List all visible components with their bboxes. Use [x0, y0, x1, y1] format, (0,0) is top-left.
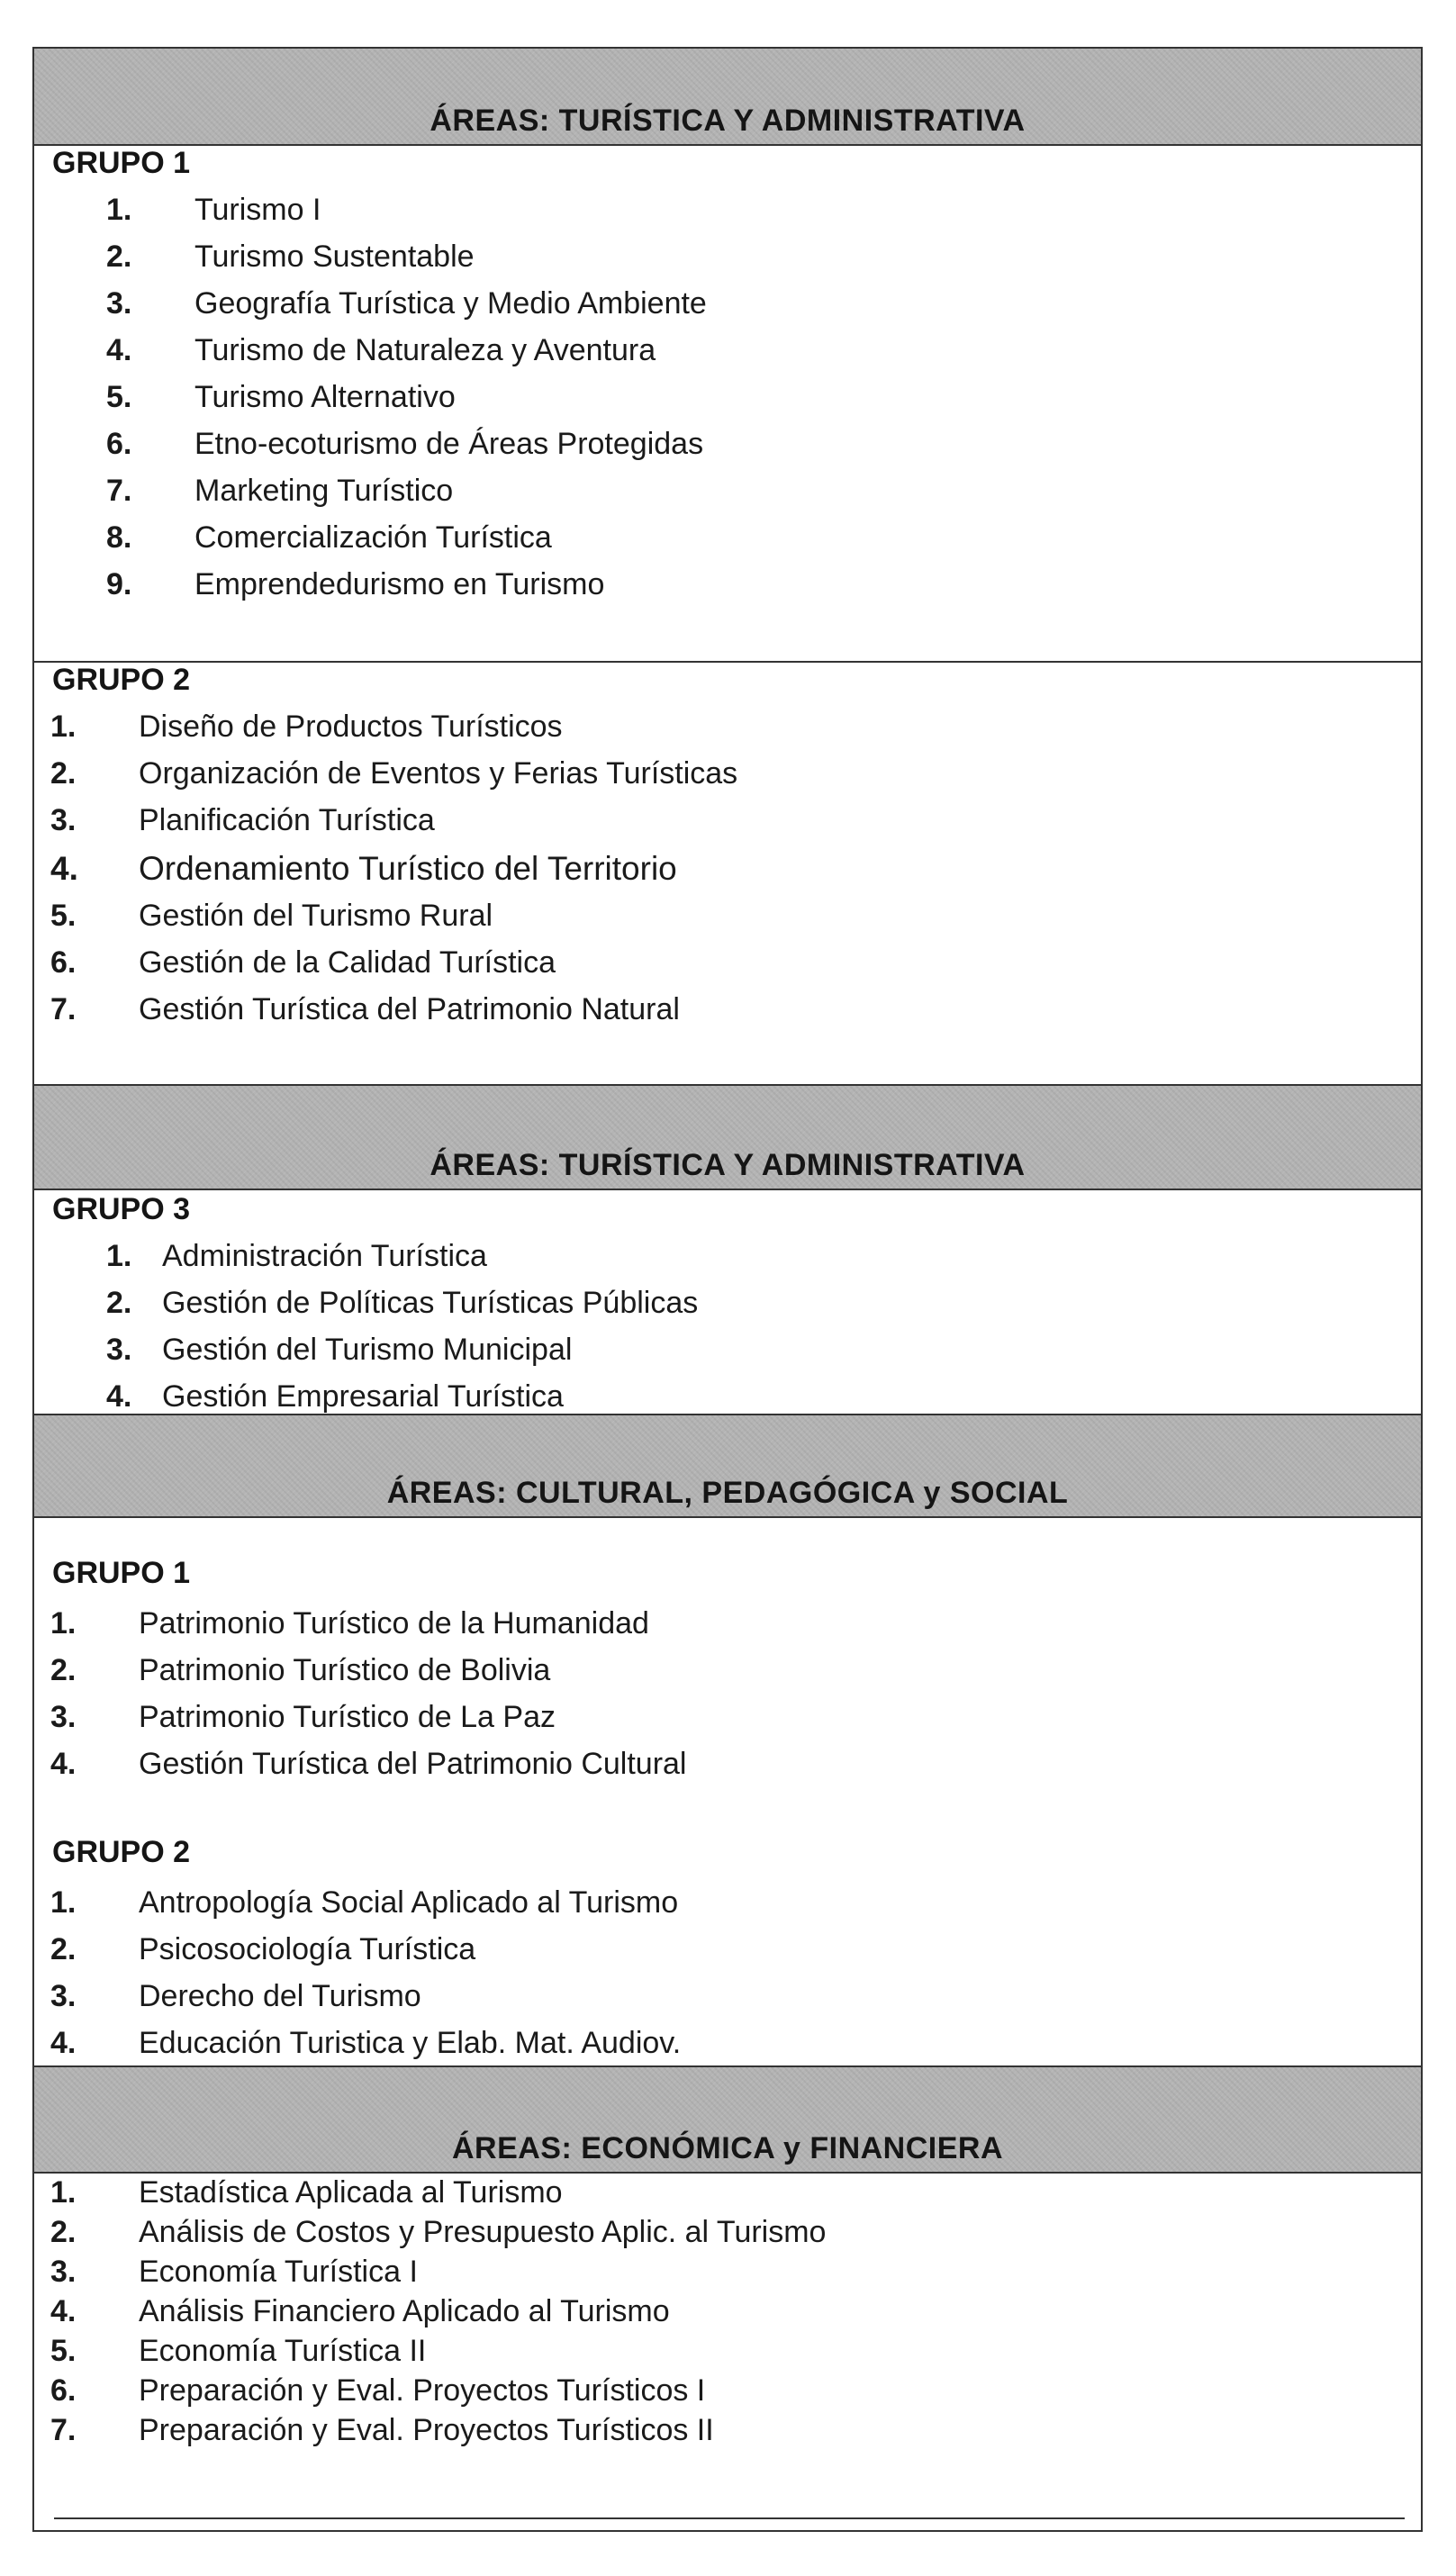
item-number: 4. [106, 333, 132, 367]
item-text: Antropología Social Aplicado al Turismo [139, 1885, 679, 1920]
item-number: 5. [50, 899, 77, 933]
item-number: 4. [106, 1379, 132, 1414]
item-text: Gestión del Turismo Rural [139, 899, 493, 933]
item-text: Geografía Turística y Medio Ambiente [194, 286, 707, 321]
item-text: Gestión de Políticas Turísticas Públicas [162, 1286, 699, 1320]
item-text: Turismo de Naturaleza y Aventura [194, 333, 656, 367]
item-text: Turismo I [194, 193, 321, 227]
item-number: 8. [106, 520, 132, 555]
item-number: 2. [50, 1932, 77, 1966]
item-number: 1. [106, 1239, 132, 1273]
item-text: Diseño de Productos Turísticos [139, 710, 563, 744]
item-number: 3. [50, 1700, 77, 1734]
item-text: Gestión de la Calidad Turística [139, 945, 556, 980]
item-text: Gestión Empresarial Turística [162, 1379, 564, 1414]
item-text: Estadística Aplicada al Turismo [139, 2175, 563, 2210]
curriculum-table [32, 47, 1423, 2532]
item-number: 7. [50, 992, 77, 1026]
section-header-title: ÁREAS: TURÍSTICA Y ADMINISTRATIVA [430, 104, 1026, 138]
item-number: 1. [50, 1606, 77, 1641]
section-header [34, 49, 1421, 146]
item-text: Turismo Alternativo [194, 380, 456, 414]
item-text: Gestión del Turismo Municipal [162, 1333, 573, 1367]
item-number: 3. [106, 286, 132, 321]
item-number: 1. [106, 193, 132, 227]
item-number: 2. [50, 2215, 77, 2249]
item-number: 6. [50, 2373, 77, 2408]
group-label: GRUPO 1 [52, 1556, 191, 1590]
item-text: Educación Turistica y Elab. Mat. Audiov. [139, 2026, 682, 2060]
item-number: 4. [50, 1747, 77, 1781]
item-text: Preparación y Eval. Proyectos Turísticos II [139, 2413, 714, 2447]
item-text: Patrimonio Turístico de la Humanidad [139, 1606, 649, 1641]
item-number: 3. [50, 1979, 77, 2013]
item-text: Derecho del Turismo [139, 1979, 421, 2013]
item-number: 6. [106, 427, 132, 461]
item-number: 7. [50, 2413, 77, 2447]
item-text: Gestión Turística del Patrimonio Natural [139, 992, 680, 1026]
item-number: 3. [50, 2255, 77, 2289]
section-header-title: ÁREAS: TURÍSTICA Y ADMINISTRATIVA [430, 1148, 1026, 1182]
item-number: 9. [106, 567, 132, 601]
section-header [34, 2065, 1421, 2174]
group-label: GRUPO 2 [52, 1835, 191, 1869]
section-divider [34, 661, 1421, 663]
item-text: Patrimonio Turístico de La Paz [139, 1700, 556, 1734]
item-text: Gestión Turística del Patrimonio Cultural [139, 1747, 687, 1781]
item-text: Organización de Eventos y Ferias Turísticas [139, 756, 738, 791]
item-number: 3. [106, 1333, 132, 1367]
item-text: Análisis Financiero Aplicado al Turismo [139, 2294, 670, 2328]
item-number: 1. [50, 710, 77, 744]
item-number: 4. [50, 2026, 77, 2060]
item-text: Análisis de Costos y Presupuesto Aplic. al Turismo [139, 2215, 827, 2249]
section-header-title: ÁREAS: CULTURAL, PEDAGÓGICA y SOCIAL [386, 1476, 1069, 1510]
item-text: Patrimonio Turístico de Bolivia [139, 1653, 551, 1687]
item-number: 7. [106, 474, 132, 508]
item-number: 4. [50, 2294, 77, 2328]
item-number: 5. [106, 380, 132, 414]
item-number: 2. [106, 240, 132, 274]
item-number: 6. [50, 945, 77, 980]
item-number: 1. [50, 2175, 77, 2210]
item-text: Administración Turística [162, 1239, 487, 1273]
section-header [34, 1414, 1421, 1518]
item-number: 1. [50, 1885, 77, 1920]
bottom-rule [54, 2517, 1405, 2519]
item-text: Economía Turística II [139, 2334, 427, 2368]
group-label: GRUPO 3 [52, 1192, 191, 1226]
item-number: 3. [50, 803, 77, 837]
item-text: Ordenamiento Turístico del Territorio [139, 850, 677, 887]
item-number: 2. [50, 1653, 77, 1687]
item-number: 5. [50, 2334, 77, 2368]
item-text: Marketing Turístico [194, 474, 454, 508]
section-header [34, 1084, 1421, 1190]
item-text: Emprendedurismo en Turismo [194, 567, 605, 601]
item-text: Psicosociología Turística [139, 1932, 476, 1966]
item-text: Preparación y Eval. Proyectos Turísticos I [139, 2373, 706, 2408]
item-number: 2. [50, 756, 77, 791]
section-header-title: ÁREAS: ECONÓMICA y FINANCIERA [451, 2131, 1004, 2165]
item-text: Turismo Sustentable [194, 240, 475, 274]
group-label: GRUPO 1 [52, 146, 191, 180]
item-text: Planificación Turística [139, 803, 435, 837]
item-number: 4. [50, 850, 78, 887]
item-text: Economía Turística I [139, 2255, 418, 2289]
item-text: Etno-ecoturismo de Áreas Protegidas [194, 427, 704, 461]
group-label: GRUPO 2 [52, 663, 191, 697]
item-text: Comercialización Turística [194, 520, 552, 555]
item-number: 2. [106, 1286, 132, 1320]
